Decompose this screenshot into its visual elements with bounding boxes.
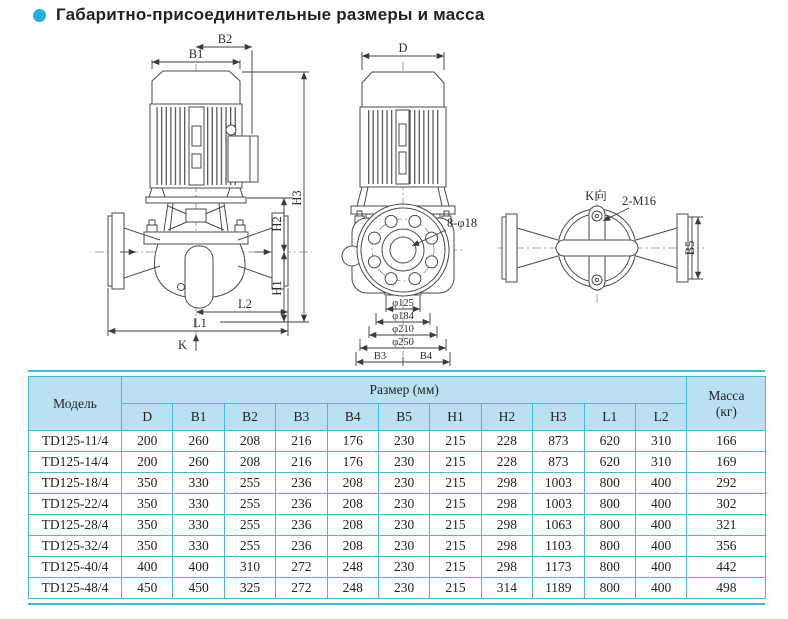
size-cell: 330 [173,473,224,494]
size-cell: 248 [327,578,378,599]
mass-header-line1: Масса [708,387,745,403]
dim-label-h3: H3 [290,190,304,206]
size-cell: 248 [327,557,378,578]
front-motor [146,71,258,203]
table-row [29,494,766,515]
size-cell: 208 [327,494,378,515]
dim-label-h2: H2 [270,216,284,232]
size-cell: 208 [327,473,378,494]
size-column-header: H1 [430,404,481,431]
size-column-header: B1 [173,404,224,431]
size-cell: 800 [584,557,635,578]
front-view-drawing [95,32,312,352]
dim-label-b1: B1 [188,47,204,61]
table-row [29,473,766,494]
mass-cell: 166 [687,431,766,452]
size-cell: 350 [122,473,173,494]
dim-label-k: K [177,338,187,352]
mass-column-header [687,377,766,431]
size-cell: 230 [378,515,429,536]
size-cell: 450 [122,578,173,599]
size-cell: 260 [173,431,224,452]
size-cell: 298 [481,536,532,557]
side-flange-face [357,204,449,296]
model-cell: TD125-11/4 [29,431,122,452]
size-cell: 236 [276,473,327,494]
model-cell: TD125-40/4 [29,557,122,578]
size-cell: 255 [224,515,275,536]
size-cell: 350 [122,494,173,515]
size-cell: 800 [584,536,635,557]
size-cell: 200 [122,452,173,473]
mass-cell: 321 [687,515,766,536]
size-cell: 230 [378,431,429,452]
size-cell: 176 [327,452,378,473]
size-cell: 228 [481,452,532,473]
dimension-table-body [29,431,766,599]
size-cell: 208 [224,431,275,452]
dim-label-k-view: K向 [585,189,607,203]
size-cell: 215 [430,452,481,473]
dim-label-d: D [398,41,408,55]
size-cell: 215 [430,494,481,515]
page-title: Габаритно-присоединительные размеры и масса [56,5,485,24]
size-cell: 230 [378,473,429,494]
size-cell: 215 [430,515,481,536]
size-cell: 272 [276,557,327,578]
size-cell: 800 [584,515,635,536]
size-cell: 216 [276,452,327,473]
side-motor [351,72,455,214]
model-cell: TD125-22/4 [29,494,122,515]
size-cell: 620 [584,452,635,473]
mass-cell: 169 [687,452,766,473]
size-cell: 236 [276,515,327,536]
size-cell: 208 [224,452,275,473]
size-cell: 215 [430,536,481,557]
size-cell: 215 [430,578,481,599]
mass-cell: 302 [687,494,766,515]
front-pump-casing [108,213,288,308]
size-column-header: H3 [533,404,584,431]
size-cell: 800 [584,578,635,599]
size-cell: 236 [276,536,327,557]
size-cell: 216 [276,431,327,452]
size-cell: 400 [635,515,686,536]
mass-cell: 356 [687,536,766,557]
size-cell: 350 [122,536,173,557]
dim-label-dia184: φ184 [392,311,414,322]
size-cell: 310 [635,431,686,452]
size-cell: 200 [122,431,173,452]
size-cell: 800 [584,494,635,515]
size-cell: 620 [584,431,635,452]
size-cell: 873 [533,431,584,452]
size-cell: 230 [378,494,429,515]
size-cell: 330 [173,494,224,515]
size-column-header: L1 [584,404,635,431]
size-column-header: B3 [276,404,327,431]
dim-label-dia210: φ210 [392,324,414,335]
size-cell: 400 [635,557,686,578]
size-column-header: L2 [635,404,686,431]
size-group-header: Размер (мм) [122,377,687,404]
size-column-header: B5 [378,404,429,431]
size-cell: 450 [173,578,224,599]
size-cell: 400 [635,578,686,599]
size-column-header: H2 [481,404,532,431]
size-cell: 400 [635,494,686,515]
model-cell: TD125-14/4 [29,452,122,473]
model-cell: TD125-28/4 [29,515,122,536]
front-suction-branch [185,246,213,308]
size-cell: 400 [122,557,173,578]
size-cell: 310 [224,557,275,578]
size-cell: 1003 [533,494,584,515]
dimension-table-wrap [28,370,765,605]
table-row [29,557,766,578]
size-cell: 400 [635,473,686,494]
size-cell: 176 [327,431,378,452]
front-eyebolt [226,125,236,135]
top-coupling-guard-horizontal [556,240,638,256]
size-cell: 350 [122,515,173,536]
size-cell: 255 [224,536,275,557]
dimension-table [28,376,766,599]
table-row [29,536,766,557]
size-cell: 1189 [533,578,584,599]
size-cell: 330 [173,536,224,557]
dim-label-thread: 2-M16 [622,194,657,208]
dim-label-b2: B2 [217,32,233,46]
size-cell: 230 [378,578,429,599]
size-cell: 215 [430,557,481,578]
front-terminal-box [228,136,258,182]
mass-header-line2: (кг) [715,403,737,419]
size-cell: 310 [635,452,686,473]
size-cell: 208 [327,515,378,536]
size-column-header: B2 [224,404,275,431]
size-cell: 873 [533,452,584,473]
size-header-row [29,404,766,431]
size-cell: 1003 [533,473,584,494]
size-cell: 230 [378,452,429,473]
size-cell: 800 [584,473,635,494]
size-column-header: D [122,404,173,431]
front-left-flange [108,216,112,286]
size-column-header: B4 [327,404,378,431]
size-cell: 215 [430,473,481,494]
dim-label-dia250: φ250 [392,337,414,348]
table-row [29,515,766,536]
mass-cell: 292 [687,473,766,494]
dim-label-l1: L1 [193,316,207,330]
size-cell: 255 [224,473,275,494]
size-cell: 228 [481,431,532,452]
size-cell: 230 [378,557,429,578]
dim-label-bolt-holes: 8-φ18 [447,216,478,230]
dim-label-h1: H1 [270,280,284,296]
size-cell: 330 [173,515,224,536]
size-cell: 1063 [533,515,584,536]
size-cell: 1103 [533,536,584,557]
size-cell: 298 [481,557,532,578]
table-row [29,578,766,599]
table-row [29,431,766,452]
model-column-header: Модель [29,377,122,431]
size-cell: 215 [430,431,481,452]
size-cell: 260 [173,452,224,473]
size-cell: 1173 [533,557,584,578]
side-view-drawing [342,41,477,366]
model-cell: TD125-18/4 [29,473,122,494]
dim-label-dia125: φ125 [392,298,414,309]
size-cell: 230 [378,536,429,557]
size-cell: 325 [224,578,275,599]
dim-label-b3: B3 [373,351,387,362]
size-cell: 255 [224,494,275,515]
model-cell: TD125-32/4 [29,536,122,557]
size-cell: 298 [481,473,532,494]
size-cell: 298 [481,515,532,536]
size-cell: 400 [635,536,686,557]
size-cell: 298 [481,494,532,515]
model-cell: TD125-48/4 [29,578,122,599]
size-cell: 400 [173,557,224,578]
table-row [29,452,766,473]
size-cell: 236 [276,494,327,515]
size-cell: 272 [276,578,327,599]
mass-cell: 442 [687,557,766,578]
mass-cell: 498 [687,578,766,599]
size-cell: 208 [327,536,378,557]
dim-label-l2: L2 [238,297,252,311]
dim-label-b5: B5 [683,240,697,256]
dim-label-b4: B4 [419,351,433,362]
top-view-drawing [498,189,704,305]
size-cell: 314 [481,578,532,599]
top-left-flange [502,217,506,279]
